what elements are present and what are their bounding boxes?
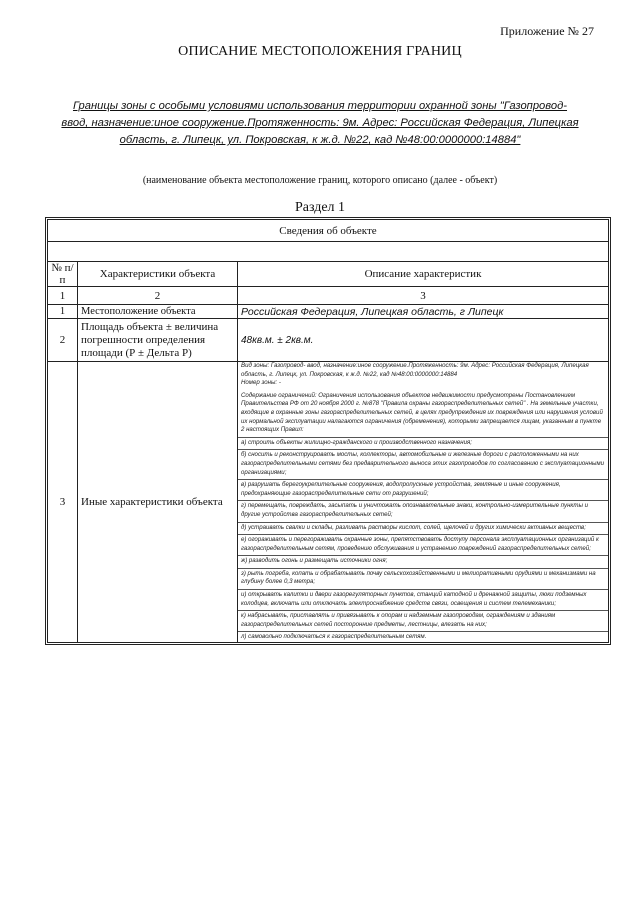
desc-divider bbox=[238, 568, 608, 569]
desc-divider bbox=[238, 437, 608, 438]
header-characteristic: Характеристики объекта bbox=[78, 262, 238, 287]
desc-restrictions: Содержание ограничений: Ограничения использования объектов недвижимости предусмотрены Постановлением Правительства РФ от 20 ноября 2000 г. №878 "Правила охраны газораспределительных сетей" . На земельные участки, входящие в охранные зоны газораспределительных сетей, в целях предупреждения их повреждения или нарушения условий их нормальной эксплуатации налагаются ограничения (обременения), которыми запрещается лицам, указанным в пункте 2 настоящих Правил: bbox=[241, 391, 603, 434]
table-header-row bbox=[48, 262, 609, 287]
row-value: Российская Федерация, Липецкая область, г Липецк bbox=[238, 305, 609, 319]
index-cell: 1 bbox=[48, 287, 78, 305]
desc-divider bbox=[238, 534, 608, 535]
desc-divider bbox=[238, 555, 608, 556]
row-label: Иные характеристики объекта bbox=[78, 362, 238, 643]
row-value: 48кв.м. ± 2кв.м. bbox=[238, 319, 609, 362]
table-title: Сведения об объекте bbox=[48, 220, 609, 242]
desc-divider bbox=[238, 500, 608, 501]
desc-item-zh: ж) разводить огонь и размещать источники огня; bbox=[241, 557, 388, 565]
table-row bbox=[48, 305, 609, 319]
header-num: № п/п bbox=[48, 262, 78, 287]
other-characteristics-description bbox=[238, 362, 609, 643]
row-number: 2 bbox=[48, 319, 78, 362]
desc-zone-type: Вид зоны: Газопровод- ввод, назначение:иное сооружение.Протяженность: 9м. Адрес: Российская Федерация, Липецкая область, г. Липецк, ул. Покровская, к ж.д. №22, кад №48:00:0000000:14884 bbox=[241, 362, 589, 378]
row-number: 3 bbox=[48, 362, 78, 643]
table-blank-row bbox=[48, 242, 609, 262]
desc-item-k: к) набрасывать, приставлять и привязывать к опорам и надземным газопроводам, ограждениям и зданиям газораспределительных сетей посторонние предметы, лестницы, влезать на них; bbox=[241, 612, 556, 628]
row-number: 1 bbox=[48, 305, 78, 319]
desc-divider bbox=[238, 449, 608, 450]
table-title-row bbox=[48, 220, 609, 242]
desc-item-e: е) огораживать и перегораживать охранные зоны, препятствовать доступу персонала эксплуатационных организаций к газораспределительным сетям, проведению обслуживания и устранению повреждений газораспределительных сетей; bbox=[241, 536, 599, 552]
header-description: Описание характеристик bbox=[238, 262, 609, 287]
desc-divider bbox=[238, 589, 608, 590]
desc-divider bbox=[238, 631, 608, 632]
table-row bbox=[48, 362, 609, 643]
table-row bbox=[48, 319, 609, 362]
document-title: ОПИСАНИЕ МЕСТОПОЛОЖЕНИЯ ГРАНИЦ bbox=[178, 44, 462, 59]
desc-item-b: б) сносить и реконструировать мосты, коллекторы, автомобильные и железные дороги с расположенными на них газораспределительными сетями без предварительного выноса этих газопроводов по согласованию с эксплуатационными организациями; bbox=[241, 451, 605, 476]
desc-zone-number: Номер зоны: - bbox=[241, 379, 281, 387]
desc-divider bbox=[238, 479, 608, 480]
index-cell: 2 bbox=[78, 287, 238, 305]
index-cell: 3 bbox=[238, 287, 609, 305]
object-caption: (наименование объекта местоположение границ, которого описано (далее - объект) bbox=[142, 175, 498, 186]
desc-divider bbox=[238, 522, 608, 523]
object-info-table bbox=[47, 219, 609, 643]
object-name: Границы зоны с особыми условиями использования территории охранной зоны "Газопровод-ввод, назначение:иное сооружение.Протяженность: 9м. Адрес: Российская Федерация, Липецкая область, г. Липецк, ул. Покровская, к ж.д. №22, кад №48:00:0000000:14884" bbox=[61, 100, 579, 146]
desc-item-v: в) разрушать берегоукрепительные сооружения, водопропускные устройства, земляные и иные сооружения, предохраняющие газораспределительные сети от разрушений; bbox=[241, 481, 561, 497]
desc-item-i: и) открывать калитки и двери газорегуляторных пунктов, станций катодной и дренажной защиты, люки подземных колодцев, включать или отключать электроснабжение средств связи, освещения и систем телемеханики; bbox=[241, 591, 587, 607]
desc-item-a: а) строить объекты жилищно-гражданского и производственного назначения; bbox=[241, 438, 472, 446]
desc-item-g: г) перемещать, повреждать, засыпать и уничтожать опознавательные знаки, контрольно-измерительные пункты и другие устройства газораспределительных сетей; bbox=[241, 502, 589, 518]
table-index-row bbox=[48, 287, 609, 305]
section-title: Раздел 1 bbox=[294, 200, 346, 215]
desc-item-l: л) самовольно подключаться к газораспределительным сетям. bbox=[241, 633, 427, 641]
desc-item-z: з) рыть погреба, копать и обрабатывать почву сельскохозяйственными и мелиоративными орудиями и механизмами на глубину более 0,3 метра; bbox=[241, 569, 596, 586]
row-label: Площадь объекта ± величина погрешности определения площади (Р ± Дельта Р) bbox=[78, 319, 238, 362]
desc-divider bbox=[238, 610, 608, 611]
appendix-number: Приложение № 27 bbox=[500, 24, 594, 38]
row-label: Местоположение объекта bbox=[78, 305, 238, 319]
desc-item-d: д) устраивать свалки и склады, разливать растворы кислот, солей, щелочей и других химически активных веществ; bbox=[241, 523, 586, 531]
